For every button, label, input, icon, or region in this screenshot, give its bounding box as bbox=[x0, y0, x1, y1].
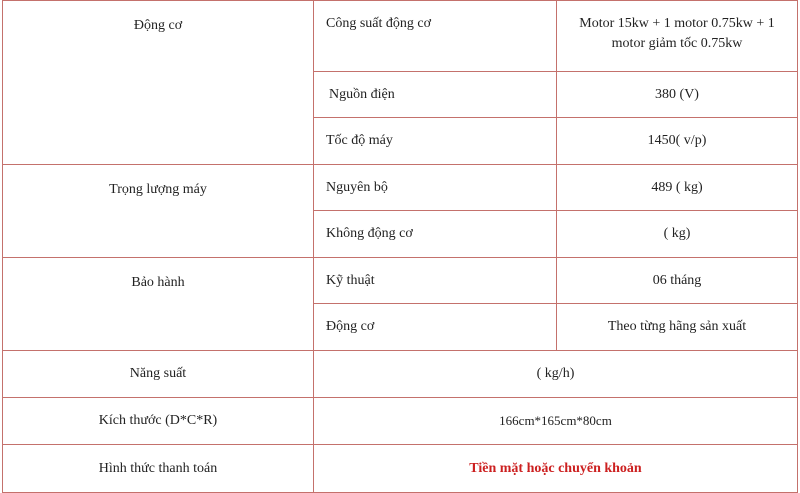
table-row bbox=[3, 165, 798, 211]
no-engine-weight-value: ( kg) bbox=[557, 211, 798, 258]
table-row bbox=[3, 351, 798, 398]
capacity-label: Năng suất bbox=[3, 351, 314, 398]
full-weight-label: Nguyên bộ bbox=[314, 165, 557, 211]
table-row bbox=[3, 258, 798, 304]
warranty-engine-value: Theo từng hãng sản xuất bbox=[557, 304, 798, 351]
source-label: Nguồn điện bbox=[314, 72, 557, 118]
speed-value: 1450( v/p) bbox=[557, 118, 798, 165]
power-value-line1: Motor 15kw + 1 motor 0.75kw + 1 bbox=[579, 16, 775, 31]
table-row bbox=[3, 445, 798, 493]
power-value bbox=[557, 1, 798, 72]
speed-label: Tốc độ máy bbox=[314, 118, 557, 165]
payment-value bbox=[314, 445, 798, 493]
source-value: 380 (V) bbox=[557, 72, 798, 118]
warranty-tech-label: Kỹ thuật bbox=[314, 258, 557, 304]
group-engine: Động cơ bbox=[3, 1, 314, 165]
full-weight-value: 489 ( kg) bbox=[557, 165, 798, 211]
warranty-engine-label: Động cơ bbox=[314, 304, 557, 351]
dimensions-label: Kích thước (D*C*R) bbox=[3, 398, 314, 445]
group-warranty: Bảo hành bbox=[3, 258, 314, 351]
capacity-value: ( kg/h) bbox=[314, 351, 798, 398]
table-row bbox=[3, 398, 798, 445]
power-label: Công suất động cơ bbox=[314, 1, 557, 72]
no-engine-weight-label: Không động cơ bbox=[314, 211, 557, 258]
spec-table bbox=[2, 0, 798, 493]
power-value-line2: motor giảm tốc 0.75kw bbox=[611, 36, 743, 51]
warranty-tech-value: 06 tháng bbox=[557, 258, 798, 304]
payment-value-text: Tiền mặt hoặc chuyển khoản bbox=[469, 460, 642, 476]
payment-label: Hình thức thanh toán bbox=[3, 445, 314, 493]
group-weight: Trọng lượng máy bbox=[3, 165, 314, 258]
dimensions-value: 166cm*165cm*80cm bbox=[314, 398, 798, 445]
table-row bbox=[3, 1, 798, 72]
